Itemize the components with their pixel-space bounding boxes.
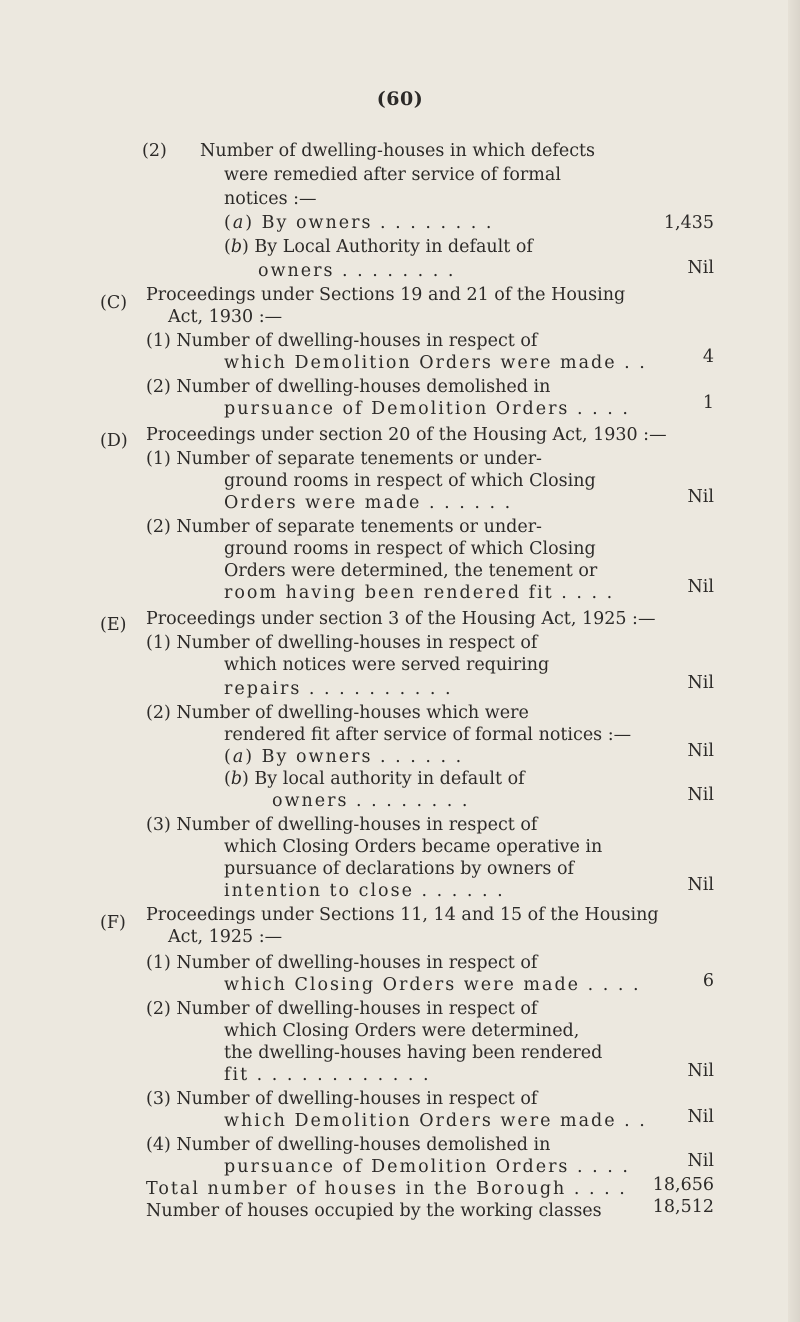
- section-heading: Proceedings under Sections 11, 14 and 15 of the Housing: [146, 905, 659, 925]
- value-cell: 4: [702, 347, 714, 367]
- text-line: pursuance of declarations by owners of: [224, 859, 574, 879]
- text-line: (2) Number of dwelling-houses which were: [146, 703, 529, 723]
- text-line: fit . . . . . . . . . . . .: [224, 1065, 431, 1085]
- text-line: (b) By local authority in default of: [224, 769, 525, 789]
- section-heading: Proceedings under section 20 of the Housing Act, 1930 :—: [146, 425, 667, 445]
- text-line: which notices were served requiring: [224, 655, 550, 675]
- text-line: intention to close . . . . . .: [224, 881, 505, 901]
- text-line: which Closing Orders were determined,: [224, 1021, 580, 1041]
- text-line: ground rooms in respect of which Closing: [224, 471, 596, 491]
- text-line: which Demolition Orders were made . .: [224, 353, 647, 373]
- value-cell: Nil: [687, 673, 714, 693]
- text-line: Orders were determined, the tenement or: [224, 561, 598, 581]
- value-cell: Nil: [687, 875, 714, 895]
- working-classes-value: 18,512: [652, 1197, 714, 1217]
- text-line: which Demolition Orders were made . .: [224, 1111, 647, 1131]
- text-line: room having been rendered fit . . . .: [224, 583, 615, 603]
- text-line: Act, 1930 :—: [168, 307, 283, 327]
- section-label: (F): [100, 913, 126, 933]
- text-line: which Closing Orders were made . . . .: [224, 975, 641, 995]
- total-houses-value: 18,656: [652, 1175, 714, 1195]
- text-line: the dwelling-houses having been rendered: [224, 1043, 603, 1063]
- page-number: (60): [376, 88, 424, 110]
- value-cell: Nil: [687, 487, 714, 507]
- text-line: notices :—: [224, 189, 317, 209]
- text-line: (4) Number of dwelling-houses demolished in: [146, 1135, 551, 1155]
- value-cell: Nil: [687, 577, 714, 597]
- value-cell: Nil: [687, 1107, 714, 1127]
- text-line: (b) By Local Authority in default of: [224, 237, 533, 257]
- text-line: (1) Number of separate tenements or under-: [146, 449, 542, 469]
- text-line: were remedied after service of formal: [224, 165, 561, 185]
- text-line: rendered fit after service of formal notices :—: [224, 725, 632, 745]
- text-line: owners . . . . . . . .: [272, 791, 470, 811]
- text-line: (3) Number of dwelling-houses in respect of: [146, 815, 538, 835]
- page-edge-shadow: [788, 0, 800, 1322]
- text-line: pursuance of Demolition Orders . . . .: [224, 1157, 630, 1177]
- item-label: (2): [142, 141, 167, 161]
- value-cell: 6: [702, 971, 714, 991]
- value-cell: Nil: [687, 1151, 714, 1171]
- text-line: (2) Number of dwelling-houses demolished in: [146, 377, 551, 397]
- total-houses-label: Total number of houses in the Borough . . . .: [146, 1179, 627, 1199]
- value-cell: Nil: [687, 1061, 714, 1081]
- value-cell: Nil: [687, 785, 714, 805]
- text-line: repairs . . . . . . . . . .: [224, 679, 453, 699]
- value-cell: Nil: [687, 741, 714, 761]
- working-classes-label: Number of houses occupied by the working classes: [146, 1201, 602, 1221]
- section-heading: Proceedings under section 3 of the Housing Act, 1925 :—: [146, 609, 656, 629]
- text-line: (1) Number of dwelling-houses in respect of: [146, 331, 538, 351]
- text-line: ground rooms in respect of which Closing: [224, 539, 596, 559]
- text-line: (1) Number of dwelling-houses in respect of: [146, 953, 538, 973]
- section-label: (E): [100, 615, 127, 635]
- text-line: (1) Number of dwelling-houses in respect of: [146, 633, 538, 653]
- text-line: which Closing Orders became operative in: [224, 837, 603, 857]
- section-label: (C): [100, 293, 128, 313]
- value-cell: Nil: [687, 258, 714, 278]
- text-line: (a) By owners . . . . . .: [224, 747, 464, 767]
- text-line: (a) By owners . . . . . . . .: [224, 213, 494, 233]
- text-line: owners . . . . . . . .: [258, 261, 456, 281]
- text-line: (2) Number of dwelling-houses in respect of: [146, 999, 538, 1019]
- value-cell: 1: [702, 393, 714, 413]
- section-label: (D): [100, 431, 128, 451]
- value-cell: 1,435: [663, 213, 714, 233]
- text-line: (3) Number of dwelling-houses in respect of: [146, 1089, 538, 1109]
- text-line: Number of dwelling-houses in which defects: [200, 141, 596, 161]
- text-line: (2) Number of separate tenements or under-: [146, 517, 542, 537]
- text-line: pursuance of Demolition Orders . . . .: [224, 399, 630, 419]
- text-line: Orders were made . . . . . .: [224, 493, 513, 513]
- text-line: Act, 1925 :—: [168, 927, 283, 947]
- section-heading: Proceedings under Sections 19 and 21 of the Housing: [146, 285, 626, 305]
